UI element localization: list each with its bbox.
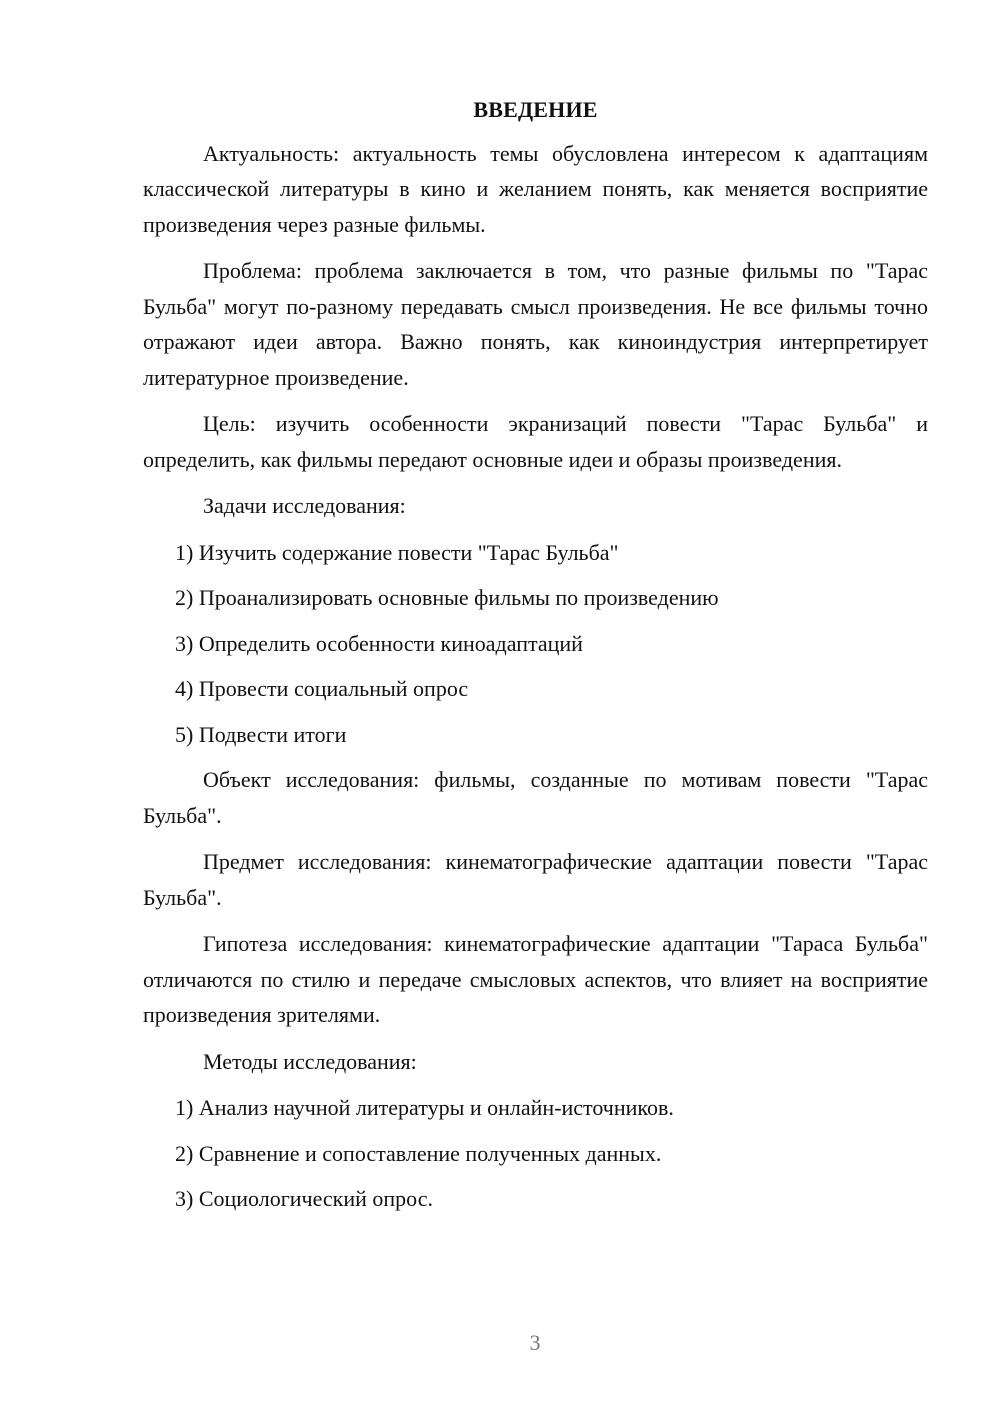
goal-paragraph: Цель: изучить особенности экранизаций повести "Тарас Бульба" и определить, как фильмы передают основные идеи и образы произведения. [143,411,928,472]
relevance-paragraph: Актуальность: актуальность темы обусловлена интересом к адаптациям классической литературы в кино и желанием понять, как меняется восприятие произведения через разные фильмы. [143,140,928,237]
subject-paragraph: Предмет исследования: кинематографические адаптации повести "Тарас Бульба". [143,849,928,910]
document-page [143,92,928,1227]
object-paragraph: Объект исследования: фильмы, созданные по мотивам повести "Тарас Бульба". [143,767,928,828]
methods-list [143,1090,928,1217]
tasks-list [143,535,928,753]
list-item: 3) Определить особенности киноадаптаций [175,630,583,656]
problem-paragraph: Проблема: проблема заключается в том, что разные фильмы по "Тарас Бульба" могут по-разному передавать смысл произведения. Не все фильмы точно отражают идеи автора. Важно понять, как киноиндустрия интерпретирует литературное произведение. [143,258,928,390]
list-item: 1) Изучить содержание повести "Тарас Бульба" [175,539,619,565]
methods-title: Методы исследования: [203,1048,417,1074]
list-item: 2) Проанализировать основные фильмы по произведению [175,585,719,610]
tasks-title: Задачи исследования: [203,493,406,518]
section-heading: ВВЕДЕНИЕ [473,97,598,122]
hypothesis-paragraph: Гипотеза исследования: кинематографические адаптации "Тараса Бульба" отличаются по стилю и передаче смысловых аспектов, что влияет на восприятие произведения зрителями. [143,931,928,1027]
list-item: 1) Анализ научной литературы и онлайн-источников. [175,1095,674,1120]
list-item: 2) Сравнение и сопоставление полученных данных. [175,1140,662,1166]
page-number: 3 [529,1330,541,1355]
list-item: 3) Социологический опрос. [175,1186,433,1211]
list-item: 4) Провести социальный опрос [175,676,469,701]
list-item: 5) Подвести итоги [175,721,347,747]
